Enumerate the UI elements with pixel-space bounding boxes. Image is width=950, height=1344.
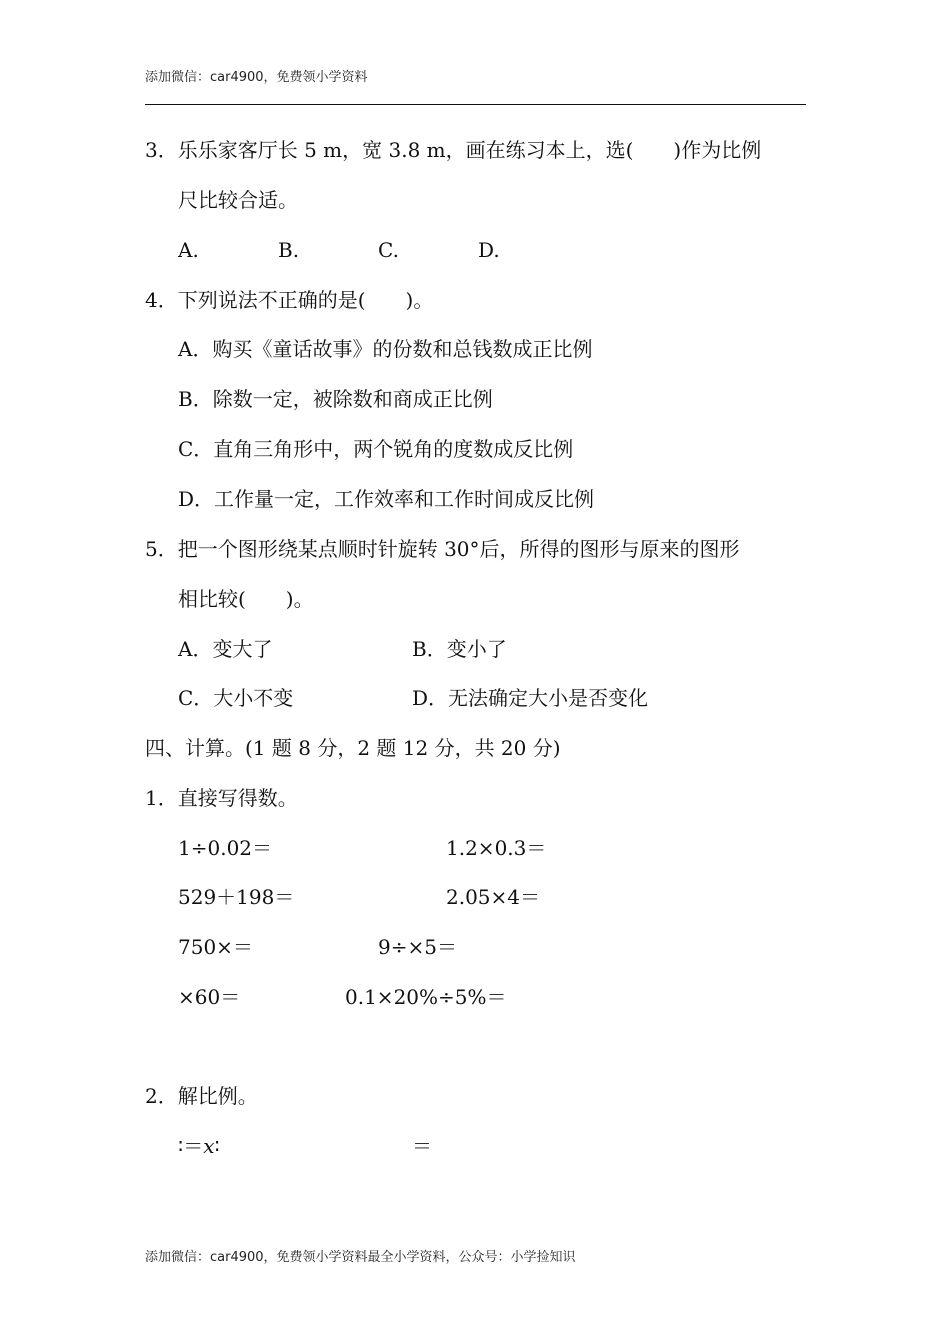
- page-header: 添加微信：car4900，免费领小学资料: [145, 70, 368, 85]
- q3-option-b: B.: [278, 238, 300, 262]
- section4-sub2: 2．解比例。: [145, 1084, 258, 1108]
- q3-option-c: C.: [378, 238, 399, 262]
- q5-option-a: A．变大了: [178, 637, 273, 661]
- header-rule: [145, 104, 806, 105]
- page-footer: 添加微信：car4900，免费领小学资料最全小学资料，公众号：小学捡知识: [145, 1250, 576, 1265]
- proportion-variable: x: [203, 1134, 215, 1158]
- calc-item: 0.1×20%÷5%＝: [345, 985, 507, 1009]
- q3-option-a: A.: [178, 238, 199, 262]
- proportion-part: ∶: [214, 1134, 220, 1158]
- q4-option-c: C．直角三角形中，两个锐角的度数成反比例: [178, 437, 574, 461]
- calc-item: 9÷×5＝: [378, 935, 457, 959]
- q4-option-b: B．除数一定，被除数和商成正比例: [178, 387, 493, 411]
- calc-item: 1.2×0.3＝: [446, 836, 547, 860]
- q5-line1: 5．把一个图形绕某点顺时针旋转 30°后，所得的图形与原来的图形: [145, 537, 740, 561]
- q5-option-c: C．大小不变: [178, 686, 294, 710]
- calc-item: 529＋198＝: [178, 885, 295, 909]
- proportion-part: ∶＝: [178, 1134, 204, 1158]
- q5-option-d: D．无法确定大小是否变化: [412, 686, 649, 710]
- q3-line2: 尺比较合适。: [178, 188, 298, 212]
- q5-option-b: B．变小了: [412, 637, 507, 661]
- calc-item: 750×＝: [178, 935, 253, 959]
- section4-title: 四、计算。(1 题 8 分，2 题 12 分，共 20 分): [145, 736, 561, 760]
- q4-stem: 4．下列说法不正确的是( )。: [145, 288, 434, 312]
- proportion-equation-1: [178, 1132, 220, 1160]
- section4-sub1: 1．直接写得数。: [145, 786, 298, 810]
- calc-item: 1÷0.02＝: [178, 836, 273, 860]
- calc-item: ×60＝: [178, 985, 241, 1009]
- q4-option-a: A．购买《童话故事》的份数和总钱数成正比例: [178, 337, 593, 361]
- calc-item: 2.05×4＝: [446, 885, 541, 909]
- q3-line1: 3．乐乐家客厅长 5 m，宽 3.8 m，画在练习本上，选( )作为比例: [145, 138, 762, 162]
- q5-line2: 相比较( )。: [178, 587, 314, 611]
- proportion-equation-2: ＝: [412, 1134, 432, 1158]
- q4-option-d: D．工作量一定，工作效率和工作时间成反比例: [178, 487, 595, 511]
- q3-option-d: D.: [478, 238, 500, 262]
